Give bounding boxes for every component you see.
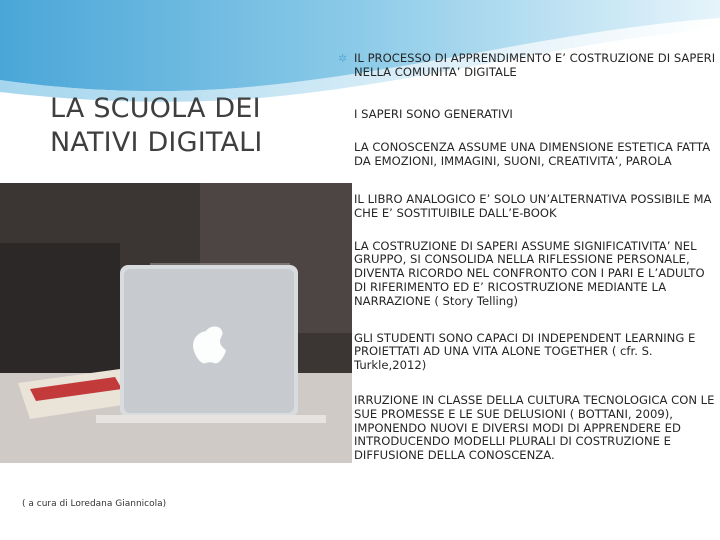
- list-item: [336, 52, 716, 80]
- laptop-photo: [0, 183, 352, 463]
- bullet-text: LA CONOSCENZA ASSUME UNA DIMENSIONE ESTETICA FATTA DA EMOZIONI, IMMAGINI, SUONI, CREATIVITA’, PAROLA: [354, 140, 711, 169]
- bullet-text: IL LIBRO ANALOGICO E’ SOLO UN’ALTERNATIVA POSSIBILE MA CHE E’ SOSTITUIBILE DALL’E-BOOK: [354, 191, 712, 220]
- bullet-text: IRRUZIONE IN CLASSE DELLA CULTURA TECNOLOGICA CON LE SUE PROMESSE E LE SUE DELUSIONI ( BOTTANI, 2009), IMPONENDO NUOVI E DIVERSI MODI DI APPRENDERE ED INTRODUCENDO MODELLI PLURALI DI COSTRUZIONE E DIFFUSIONE DELLA CONOSCENZA.: [354, 392, 715, 463]
- bullet-text: LA COSTRUZIONE DI SAPERI ASSUME SIGNIFICATIVITA’ NEL GRUPPO, SI CONSOLIDA NELLA RIFLESSIONE PERSONALE, DIVENTA RICORDO NEL CONFRONTO CON I PARI E L’ADULTO DI RIFERIMENTO ED E’ RICOSTRUZIONE MEDIANTE LA NARRAZIONE ( Story Telling): [354, 238, 705, 308]
- star-bullet-icon: ✲: [338, 52, 348, 65]
- list-item: [336, 141, 716, 169]
- bullet-text: GLI STUDENTI SONO CAPACI DI INDEPENDENT LEARNING E PROIETTATI AD UNA VITA ALONE TOGETHER ( cfr. S. Turkle,2012): [354, 330, 696, 373]
- bullet-text: IL PROCESSO DI APPRENDIMENTO E’ COSTRUZIONE DI SAPERI NELLA COMUNITA’ DIGITALE: [354, 51, 716, 79]
- bullet-list: [336, 52, 716, 463]
- list-item: [336, 240, 716, 309]
- bullet-text: I SAPERI SONO GENERATIVI: [354, 106, 513, 121]
- credit-text: ( a cura di Loredana Giannicola): [22, 499, 167, 509]
- slide-title: LA SCUOLA DEI NATIVI DIGITALI: [50, 93, 263, 158]
- list-item: [336, 193, 716, 221]
- list-item: [336, 108, 716, 122]
- list-item: [336, 394, 716, 463]
- list-item: [336, 332, 716, 373]
